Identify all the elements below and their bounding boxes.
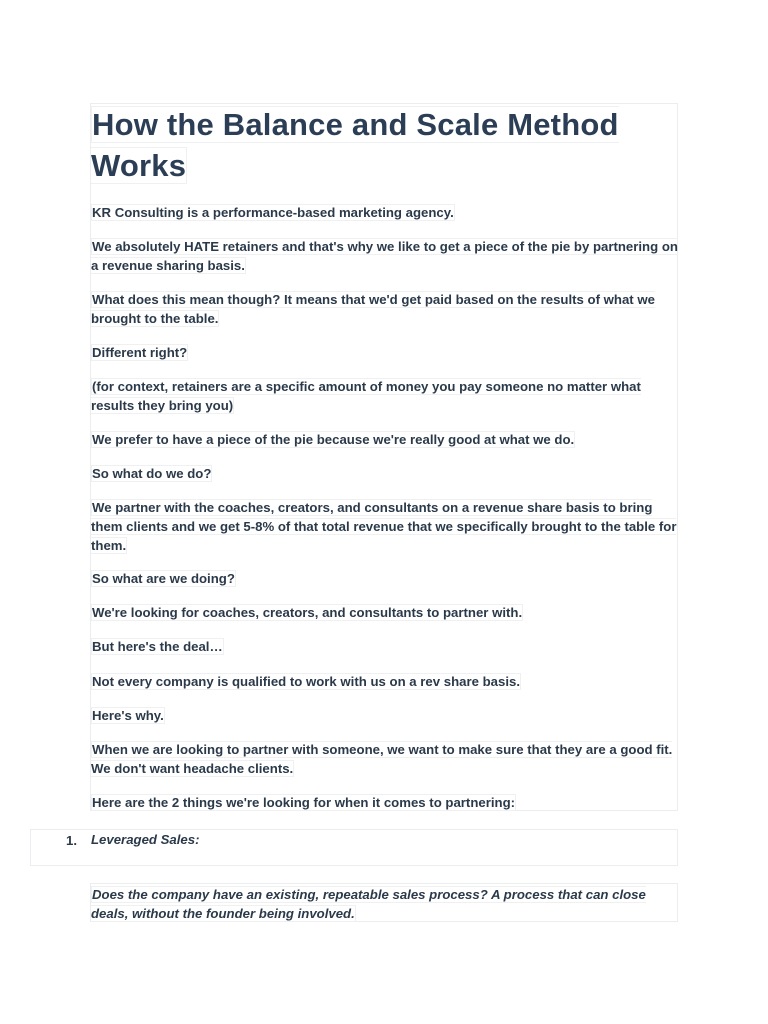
page-title-text: How the Balance and Scale Method Works [91,107,619,183]
paragraph-meaning [91,290,681,328]
list-heading [91,830,681,849]
paragraph-intro [91,203,681,222]
paragraph-prefer [91,430,681,449]
paragraph-text: But here's the deal… [92,639,223,654]
paragraph-doing [91,569,681,588]
paragraph-text: Here are the 2 things we're looking for when it comes to partnering: [92,795,516,810]
list-number: 1. [66,833,77,848]
paragraph-text: KR Consulting is a performance-based marketing agency. [92,205,454,220]
paragraph-why [91,706,681,725]
paragraph-retainers [91,237,681,275]
paragraph-text: Not every company is qualified to work with us on a rev share basis. [92,674,520,689]
paragraph-text: Here's why. [92,708,164,723]
paragraph-text: We absolutely HATE retainers and that's why we like to get a piece of the pie by partnering on a revenue sharing basis. [91,239,678,273]
paragraph-text: What does this mean though? It means that we'd get paid based on the results of what we brought to the table. [91,292,655,326]
paragraph-text: So what are we doing? [92,571,235,586]
paragraph-fit [91,740,681,778]
paragraph-what-do [91,464,681,483]
paragraph-different [91,343,681,362]
page-title [91,104,681,186]
paragraph-text: Different right? [92,345,188,360]
list-heading-text: Leveraged Sales: [91,832,200,847]
paragraph-two-things [91,793,681,812]
paragraph-text: We prefer to have a piece of the pie because we're really good at what we do. [92,432,575,447]
paragraph-text: When we are looking to partner with someone, we want to make sure that they are a good fit. We don't want headache clients. [91,742,673,776]
paragraph-partner [91,498,681,555]
paragraph-text: So what do we do? [92,466,212,481]
paragraph-deal [91,637,681,656]
paragraph-text: We're looking for coaches, creators, and consultants to partner with. [92,605,523,620]
paragraph-looking [91,603,681,622]
list-body-text: Does the company have an existing, repeatable sales process? A process that can close deals, without the founder being involved. [91,887,646,921]
paragraph-context [91,377,681,415]
paragraph-qualified [91,672,681,691]
list-body [91,885,681,923]
paragraph-text: We partner with the coaches, creators, and consultants on a revenue share basis to bring them clients and we get 5-8% of that total revenue that we specifically brought to the table for them. [91,500,677,553]
paragraph-text: (for context, retainers are a specific amount of money you pay someone no matter what results they bring you) [91,379,641,413]
